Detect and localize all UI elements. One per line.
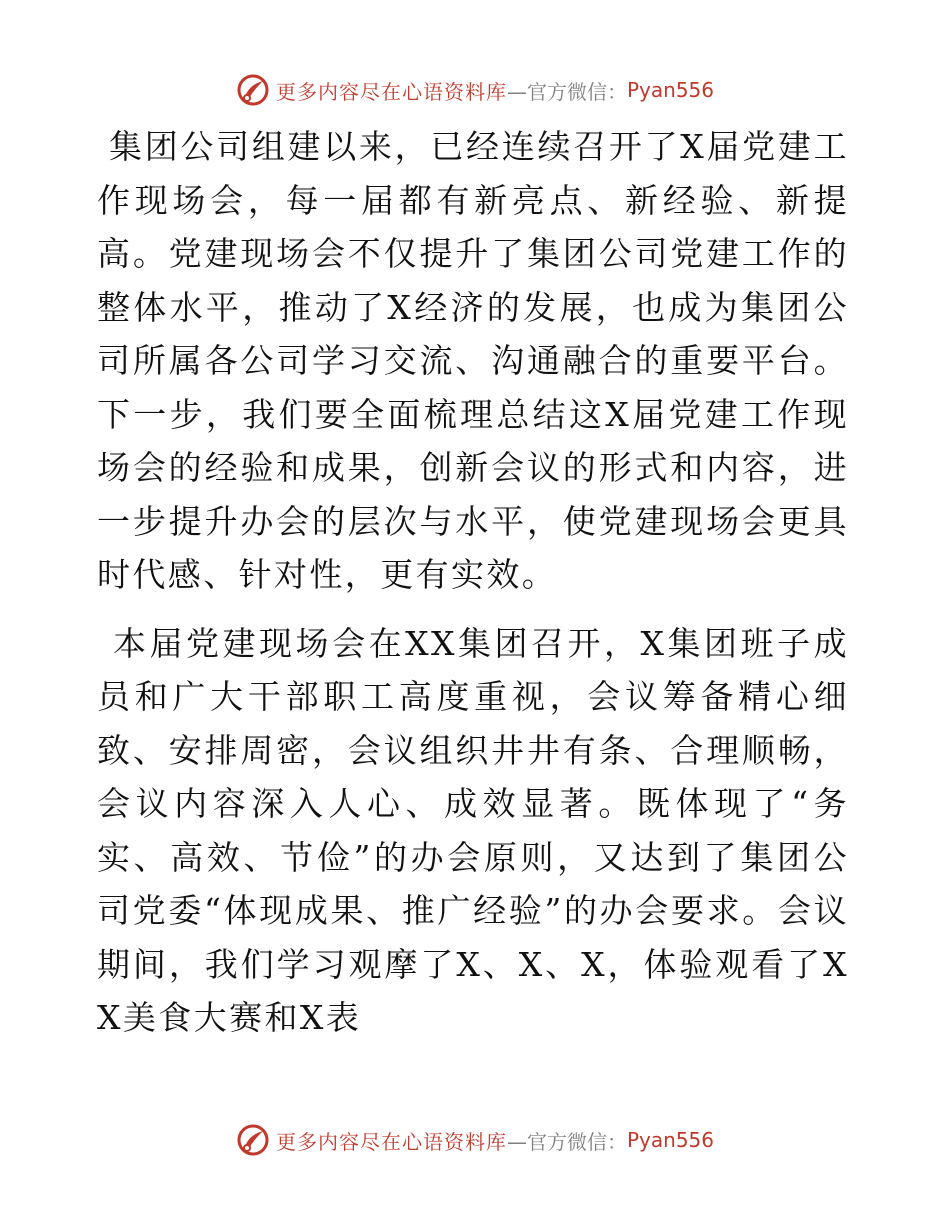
footer-watermark-title: 更多内容尽在心语资料库 — [276, 1129, 507, 1154]
paragraph: 本届党建现场会在XX集团召开，X集团班子成员和广大干部职工高度重视，会议筹备精心细致、安排周密，会议组织井井有条、合理顺畅，会议内容深入人心、成效显著。既体现了“务实、高效、节俭”的办会原则，又达到了集团公司党委“体现成果、推广经验”的办会要求。会议期间，我们学习观摩了X、X、X，体验观看了XX美食大赛和X表 — [97, 623, 849, 1037]
header-watermark-title: 更多内容尽在心语资料库 — [276, 79, 507, 104]
header-watermark-label: —官方微信： — [507, 79, 627, 104]
brand-logo-icon — [236, 1123, 270, 1157]
header-watermark — [236, 72, 756, 108]
header-wechat-id: Pyan556 — [627, 78, 715, 102]
paragraph: 集团公司组建以来，已经连续召开了X届党建工作现场会，每一届都有新亮点、新经验、新提高。党建现场会不仅提升了集团公司党建工作的整体水平，推动了X经济的发展，也成为集团公司所属各公司学习交流、沟通融合的重要平台。下一步，我们要全面梳理总结这X届党建工作现场会的经验和成果，创新会议的形式和内容，进一步提升办会的层次与水平，使党建现场会更具时代感、针对性，更有实效。 — [97, 127, 849, 594]
footer-watermark-label: —官方微信： — [507, 1129, 627, 1154]
footer-wechat-id: Pyan556 — [627, 1128, 715, 1152]
document-body — [97, 120, 849, 1045]
brand-logo-icon — [236, 73, 270, 107]
footer-watermark — [236, 1122, 756, 1158]
